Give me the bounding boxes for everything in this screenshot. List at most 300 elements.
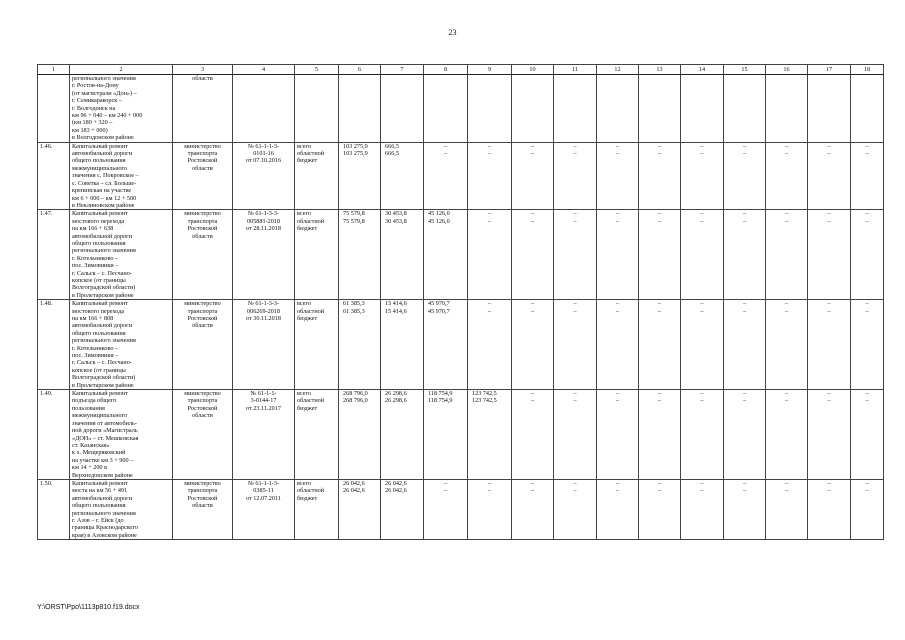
dash-value: – xyxy=(827,150,831,158)
program-table xyxy=(37,64,884,540)
text-line: Волгоградской области) xyxy=(72,284,136,292)
funding-source-cell xyxy=(295,300,339,390)
value-cell-v6 xyxy=(339,479,381,539)
text-line: 30 453,8 xyxy=(385,210,407,218)
dash-value: – xyxy=(700,307,704,315)
dash-value: – xyxy=(700,300,704,308)
text-line: мостового перехода xyxy=(72,217,125,225)
text-line: в Пролетарском районе xyxy=(72,381,134,389)
text-line: области xyxy=(192,502,213,510)
dash-value: – xyxy=(827,300,831,308)
dash-value: – xyxy=(573,150,577,158)
value-cell-col10 xyxy=(512,390,554,480)
dash-value: – xyxy=(657,397,662,405)
table-body xyxy=(38,65,884,540)
dash-value: – xyxy=(530,142,535,150)
empty-cell xyxy=(724,75,766,143)
value-cell-col16 xyxy=(766,390,808,480)
dash-value: – xyxy=(784,150,789,158)
text-line: регионального значения xyxy=(72,337,136,345)
dash-value: – xyxy=(615,479,620,487)
dash-value: – xyxy=(865,217,869,225)
text-line: от 23.11.2017 xyxy=(246,404,281,412)
page-number: 23 xyxy=(448,28,457,37)
text-line: Ростовской xyxy=(187,404,218,412)
text-line: 26 042,6 xyxy=(385,479,407,487)
text-line: крепинская на участке xyxy=(72,187,132,195)
text-line: межмуниципального xyxy=(72,412,128,420)
value-cell-v9 xyxy=(468,142,512,210)
dash-value: – xyxy=(865,300,869,308)
text-line: общего пользования xyxy=(72,239,126,247)
text-line: Капитальный ремонт xyxy=(72,390,129,398)
text-line: на км 166 + 808 xyxy=(72,315,114,322)
value-cell-col12 xyxy=(597,142,639,210)
dash-value: – xyxy=(657,487,662,495)
dash-value: – xyxy=(865,210,869,218)
text-line: «ДОН» – ст. Мешковская xyxy=(72,434,139,442)
dash-value: – xyxy=(530,487,535,495)
text-line: Капитальный ремонт xyxy=(72,300,129,308)
value-cell-v8 xyxy=(424,390,468,480)
text-line: № 61-1-1-3- xyxy=(247,142,280,150)
column-number-12: 12 xyxy=(597,65,639,75)
text-line: ной дороги «Магистраль xyxy=(72,427,138,435)
text-line: области xyxy=(192,232,213,240)
dash-value: – xyxy=(827,307,831,315)
value-cell-col12 xyxy=(597,300,639,390)
text-line: регионального значения xyxy=(72,509,136,517)
row-number-cell: 1.49. xyxy=(38,390,70,480)
dash-value: – xyxy=(865,397,869,405)
text-line: пользования xyxy=(72,404,105,412)
text-line: границы Краснодарского xyxy=(72,524,138,532)
dash-value: – xyxy=(784,479,789,487)
dash-value: – xyxy=(615,390,620,398)
text-line: Капитальный ремонт xyxy=(72,210,129,218)
dash-value: – xyxy=(742,142,747,150)
dash-value: – xyxy=(657,390,662,398)
dash-value: – xyxy=(615,300,620,308)
text-line: 666,5 xyxy=(385,150,399,158)
text-line: межмуниципального xyxy=(72,164,128,172)
dash-value: – xyxy=(657,479,662,487)
value-cell-col15 xyxy=(724,390,766,480)
dash-value: – xyxy=(742,150,747,158)
customer-cell xyxy=(173,210,233,300)
dash-value: – xyxy=(742,397,747,405)
dash-value: – xyxy=(827,479,831,487)
text-line: 666,5 xyxy=(385,142,399,150)
text-line: 005881-2018 xyxy=(247,217,280,225)
empty-cell xyxy=(295,75,339,143)
text-line: к х. Мещеряковский xyxy=(72,449,126,457)
dash-value: – xyxy=(530,150,535,158)
row-number-cell: 1.48. xyxy=(38,300,70,390)
column-number-10: 10 xyxy=(512,65,554,75)
empty-cell xyxy=(639,75,681,143)
dash-value: – xyxy=(530,210,535,218)
value-cell-col18 xyxy=(851,142,884,210)
value-cell-v6 xyxy=(339,300,381,390)
customer-cell xyxy=(173,479,233,539)
value-cell-col15 xyxy=(724,210,766,300)
text-line: 15 414,6 xyxy=(385,300,407,308)
value-cell-v7 xyxy=(381,210,424,300)
dash-value: – xyxy=(742,479,747,487)
text-line: км 96 + 040 – км 240 + 000 xyxy=(72,112,143,120)
value-cell-col18 xyxy=(851,479,884,539)
table-row xyxy=(38,300,884,390)
text-line: 103 275,9 xyxy=(343,150,368,158)
text-line: 45 126,0 xyxy=(428,217,450,225)
dash-value: – xyxy=(827,397,831,405)
value-cell-v9 xyxy=(468,300,512,390)
value-cell-v8 xyxy=(424,142,468,210)
text-line: министерство xyxy=(184,300,221,308)
text-line: края) в Азовском районе xyxy=(72,531,137,539)
text-line: транспорта xyxy=(187,307,218,315)
value-cell-col15 xyxy=(724,142,766,210)
text-line: – xyxy=(487,479,492,487)
column-number-18: 18 xyxy=(851,65,884,75)
dash-value: – xyxy=(700,217,704,225)
column-number-16: 16 xyxy=(766,65,808,75)
text-line: всего xyxy=(297,142,311,150)
value-cell-col15 xyxy=(724,479,766,539)
text-line: 75 579,8 xyxy=(343,210,365,218)
value-cell-col11 xyxy=(554,210,597,300)
dash-value: – xyxy=(657,150,662,158)
dash-value: – xyxy=(827,210,831,218)
text-line: бюджет xyxy=(297,315,318,322)
value-cell-col14 xyxy=(681,142,724,210)
text-line: пос. Зимовники – xyxy=(72,262,119,270)
text-line: всего xyxy=(297,390,311,398)
text-line: области xyxy=(192,412,213,420)
text-line: г. Сальск – с. Песчано- xyxy=(72,269,132,277)
text-line: 103 275,9 xyxy=(343,142,368,150)
text-line: км 14 + 200 в xyxy=(72,464,107,472)
dash-value: – xyxy=(827,142,831,150)
text-line: г. Волгодонск на xyxy=(72,104,116,112)
row-number-cell: 1.47. xyxy=(38,210,70,300)
text-line: 268 796,0 xyxy=(343,397,368,405)
row-number-cell: 1.50. xyxy=(38,479,70,539)
value-cell-v8 xyxy=(424,479,468,539)
text-line: – xyxy=(443,479,448,487)
dash-value: – xyxy=(827,390,831,398)
text-line: № 61-1-3-3- xyxy=(247,300,280,308)
text-line: в Пролетарском районе xyxy=(72,291,134,299)
text-line: 45 126,0 xyxy=(428,210,450,218)
text-line: областной xyxy=(297,217,325,225)
text-line: бюджет xyxy=(297,494,318,502)
text-line: на км 166 + 638 xyxy=(72,225,114,233)
dash-value: – xyxy=(615,210,620,218)
text-line: транспорта xyxy=(187,217,218,225)
value-cell-col17 xyxy=(808,390,851,480)
dash-value: – xyxy=(700,210,704,218)
dash-value: – xyxy=(742,210,747,218)
value-cell-v6 xyxy=(339,142,381,210)
text-line: Ростовской xyxy=(187,157,218,165)
empty-cell xyxy=(681,75,724,143)
dash-value: – xyxy=(784,210,789,218)
dash-value: – xyxy=(657,300,662,308)
column-number-4: 4 xyxy=(233,65,295,75)
text-line: – xyxy=(443,142,448,150)
dash-value: – xyxy=(530,307,535,315)
text-line: 26 042,6 xyxy=(343,479,365,487)
customer-cell xyxy=(173,142,233,210)
value-cell-col17 xyxy=(808,479,851,539)
text-line: Ростовской xyxy=(187,225,218,233)
object-name-cell xyxy=(70,142,173,210)
empty-cell xyxy=(554,75,597,143)
text-line: всего xyxy=(297,300,311,308)
dash-value: – xyxy=(700,150,704,158)
text-line: копское (от границы xyxy=(72,366,126,374)
dash-value: – xyxy=(784,487,789,495)
text-line: министерство xyxy=(184,142,221,150)
column-number-13: 13 xyxy=(639,65,681,75)
dash-value: – xyxy=(865,390,869,398)
empty-cell xyxy=(468,75,512,143)
empty-cell xyxy=(512,75,554,143)
text-line: 123 742,5 xyxy=(472,397,497,405)
program-table-container xyxy=(37,64,871,540)
row-number-cell: 1.46. xyxy=(38,142,70,210)
column-number-11: 11 xyxy=(554,65,597,75)
value-cell-v9 xyxy=(468,479,512,539)
dash-value: – xyxy=(784,307,789,315)
value-cell-col10 xyxy=(512,479,554,539)
value-cell-col14 xyxy=(681,210,724,300)
text-line: Ростовской xyxy=(187,315,218,322)
dash-value: – xyxy=(865,307,869,315)
customer-cell xyxy=(173,390,233,480)
dash-value: – xyxy=(865,487,869,495)
value-cell-col18 xyxy=(851,390,884,480)
text-line: пос. Зимовники – xyxy=(72,352,119,360)
dash-value: – xyxy=(827,487,831,495)
value-cell-col16 xyxy=(766,210,808,300)
value-cell-col12 xyxy=(597,210,639,300)
dash-value: – xyxy=(573,487,577,495)
text-line: 123 742,5 xyxy=(472,390,497,398)
dash-value: – xyxy=(865,479,869,487)
dash-value: – xyxy=(742,487,747,495)
text-line: значения с. Покровское – xyxy=(72,172,139,180)
text-line: № 61-1-1- xyxy=(250,390,277,398)
column-number-17: 17 xyxy=(808,65,851,75)
funding-source-cell xyxy=(295,210,339,300)
table-row xyxy=(38,75,884,143)
value-cell-col18 xyxy=(851,300,884,390)
value-cell-col10 xyxy=(512,142,554,210)
value-cell-col14 xyxy=(681,479,724,539)
dash-value: – xyxy=(573,210,577,218)
dash-value: – xyxy=(530,390,535,398)
dash-value: – xyxy=(742,307,747,315)
text-line: автомобильной дороги xyxy=(72,150,133,158)
column-number-9: 9 xyxy=(468,65,512,75)
value-cell-col17 xyxy=(808,210,851,300)
dash-value: – xyxy=(827,217,831,225)
dash-value: – xyxy=(784,217,789,225)
value-cell-col13 xyxy=(639,210,681,300)
funding-source-cell xyxy=(295,142,339,210)
text-line: значения от автомобиль- xyxy=(72,419,137,427)
value-cell-col11 xyxy=(554,479,597,539)
table-row xyxy=(38,479,884,539)
customer-cell xyxy=(173,75,233,143)
dash-value: – xyxy=(615,150,620,158)
text-line: 15 414,6 xyxy=(385,307,407,315)
dash-value: – xyxy=(530,479,535,487)
text-line: ст. Казанская» xyxy=(72,441,110,449)
text-line: 118 754,9 xyxy=(428,397,453,405)
text-line: автомобильной дороги xyxy=(72,232,133,240)
text-line: министерство xyxy=(184,390,221,398)
text-line: 0385-11 xyxy=(253,487,274,495)
value-cell-col16 xyxy=(766,479,808,539)
value-cell-v7 xyxy=(381,479,424,539)
text-line: км 183 + 000) xyxy=(72,126,108,134)
dash-value: – xyxy=(573,479,577,487)
value-cell-col12 xyxy=(597,479,639,539)
dash-value: – xyxy=(530,300,535,308)
column-number-2: 2 xyxy=(70,65,173,75)
dash-value: – xyxy=(784,300,789,308)
text-line: министерство xyxy=(184,479,221,487)
dash-value: – xyxy=(615,397,620,405)
value-cell-v8 xyxy=(424,210,468,300)
text-line: областной xyxy=(297,487,325,495)
dash-value: – xyxy=(615,307,620,315)
customer-cell xyxy=(173,300,233,390)
value-cell-v7 xyxy=(381,142,424,210)
value-cell-col13 xyxy=(639,479,681,539)
text-line: всего xyxy=(297,210,311,218)
text-line: (от магистрали «Дон») – xyxy=(72,89,137,97)
dash-value: – xyxy=(865,150,869,158)
text-line: 268 796,0 xyxy=(343,390,368,398)
value-cell-col13 xyxy=(639,390,681,480)
value-cell-col14 xyxy=(681,300,724,390)
dash-value: – xyxy=(700,390,704,398)
text-line: областной xyxy=(297,397,325,405)
value-cell-col16 xyxy=(766,142,808,210)
text-line: г. Ростов-на-Дону xyxy=(72,82,119,90)
dash-value: – xyxy=(657,210,662,218)
object-name-cell xyxy=(70,75,173,143)
value-cell-v6 xyxy=(339,390,381,480)
text-line: 006269-2018 xyxy=(247,307,280,315)
text-line: г. Азов – г. Ейск (до xyxy=(72,516,124,524)
dash-value: – xyxy=(784,390,789,398)
dash-value: – xyxy=(742,217,747,225)
text-line: 3-0144-17 xyxy=(250,397,277,405)
value-cell-col17 xyxy=(808,300,851,390)
dash-value: – xyxy=(530,397,535,405)
text-line: Капитальный ремонт xyxy=(72,142,129,150)
value-cell-col12 xyxy=(597,390,639,480)
text-line: министерство xyxy=(184,210,221,218)
text-line: областной xyxy=(297,150,325,158)
value-cell-col11 xyxy=(554,390,597,480)
text-line: подъезда общего xyxy=(72,397,117,405)
column-number-7: 7 xyxy=(381,65,424,75)
value-cell-col10 xyxy=(512,300,554,390)
table-row xyxy=(38,142,884,210)
text-line: 75 579,8 xyxy=(343,217,365,225)
table-row xyxy=(38,210,884,300)
text-line: транспорта xyxy=(187,150,218,158)
text-line: 45 970,7 xyxy=(428,300,450,308)
dash-value: – xyxy=(657,217,662,225)
text-line: областной xyxy=(297,307,325,315)
object-name-cell xyxy=(70,479,173,539)
text-line: общего пользования xyxy=(72,502,126,510)
column-number-6: 6 xyxy=(339,65,381,75)
text-line: – xyxy=(487,300,492,308)
text-line: от 07.10.2016 xyxy=(245,157,282,165)
dash-value: – xyxy=(615,217,620,225)
dash-value: – xyxy=(742,300,747,308)
text-line: 61 385,3 xyxy=(343,300,365,308)
text-line: Верхнедонском районе xyxy=(72,471,133,479)
object-name-cell xyxy=(70,210,173,300)
text-line: Ростовской xyxy=(187,494,218,502)
text-line: мостового перехода xyxy=(72,307,125,315)
text-line: на участке км 3 + 900 – xyxy=(72,456,134,464)
empty-cell xyxy=(424,75,468,143)
text-line: – xyxy=(487,142,492,150)
text-line: 45 970,7 xyxy=(428,307,450,315)
value-cell-v6 xyxy=(339,210,381,300)
funding-source-cell xyxy=(295,479,339,539)
value-cell-v9 xyxy=(468,390,512,480)
text-line: от 30.11.2018 xyxy=(246,315,281,322)
dash-value: – xyxy=(615,487,620,495)
text-line: области xyxy=(192,322,213,330)
column-number-header xyxy=(38,65,884,75)
text-line: 118 754,9 xyxy=(428,390,453,398)
expertise-document-cell xyxy=(233,300,295,390)
dash-value: – xyxy=(573,307,577,315)
value-cell-col13 xyxy=(639,142,681,210)
dash-value: – xyxy=(615,142,620,150)
text-line: бюджет xyxy=(297,225,318,233)
empty-cell xyxy=(381,75,424,143)
object-name-cell xyxy=(70,300,173,390)
expertise-document-cell xyxy=(233,479,295,539)
text-line: регионального значения xyxy=(72,247,136,255)
file-path-footer: Y:\ORST\Ppo\1113p810.f19.docx xyxy=(37,604,140,611)
dash-value: – xyxy=(784,397,789,405)
dash-value: – xyxy=(530,217,535,225)
column-number-8: 8 xyxy=(424,65,468,75)
text-line: км 6 + 000 – км 12 + 500 xyxy=(72,194,137,202)
value-cell-v8 xyxy=(424,300,468,390)
dash-value: – xyxy=(573,390,577,398)
text-line: от 12.07.2011 xyxy=(246,494,281,502)
value-cell-col11 xyxy=(554,142,597,210)
value-cell-v7 xyxy=(381,300,424,390)
text-line: в Неклиновском районе xyxy=(72,201,135,209)
